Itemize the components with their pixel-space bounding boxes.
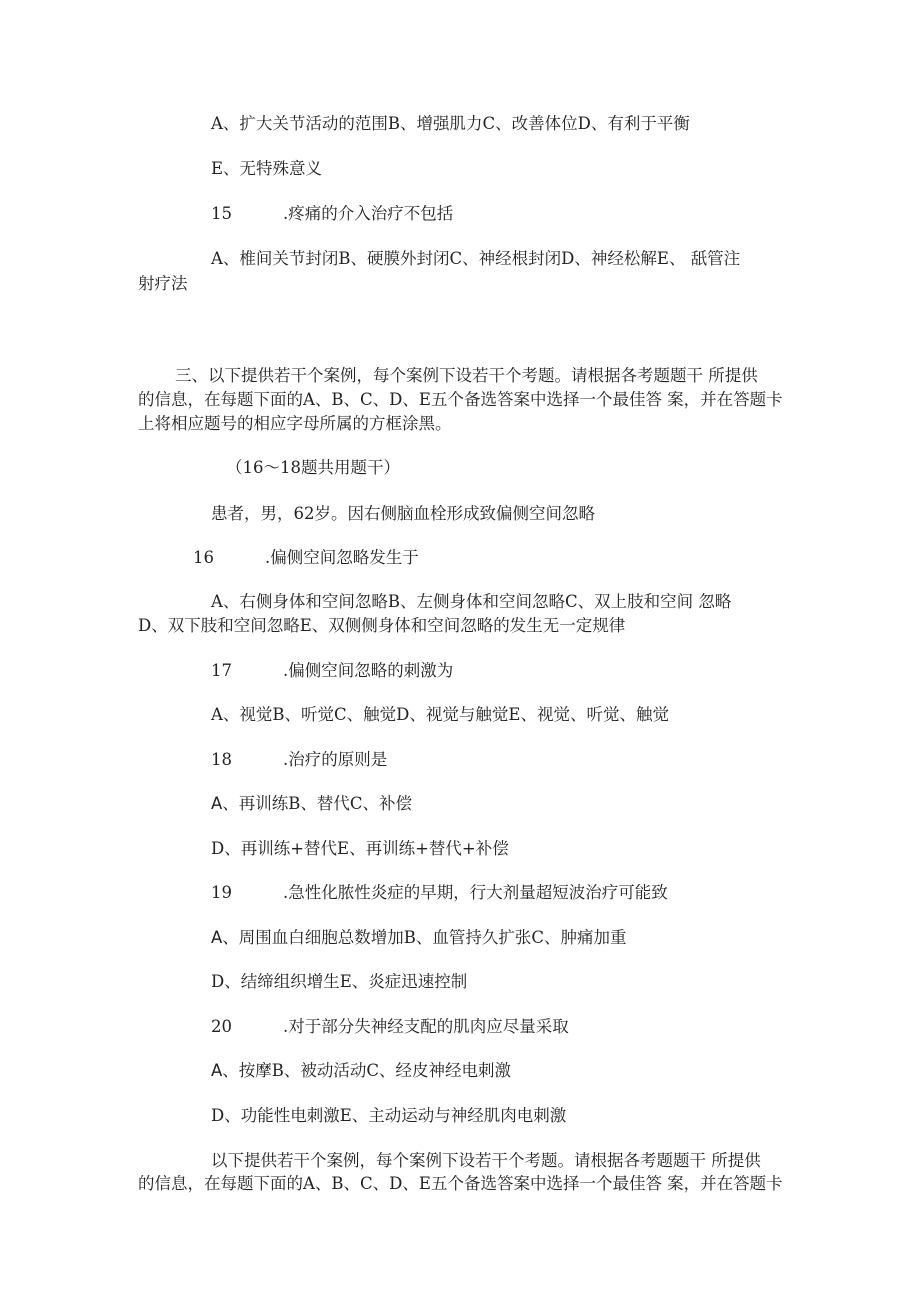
question-16-number: 16 xyxy=(193,548,214,567)
question-16 xyxy=(193,547,419,569)
q18-options-line-1-text: 、再训练B、替代C、补偿 xyxy=(222,794,413,813)
question-18-number: 18 xyxy=(211,750,232,769)
q20-option-a-letter: A xyxy=(211,1061,223,1080)
case-description: 患者，男，62岁。因右侧脑血栓形成致偏侧空间忽略 xyxy=(211,504,595,523)
trailing-instructions-line-1: 以下提供若干个案例，每个案例下设若干个考题。请根据各考题题干 所提供 xyxy=(211,1151,761,1170)
q18-options-line-1 xyxy=(211,793,412,815)
question-17-stem: .偏侧空间忽略的刺激为 xyxy=(283,661,454,680)
q15-options-line-2: 射疗法 xyxy=(138,274,188,293)
question-15 xyxy=(211,203,453,225)
question-19-stem: .急性化脓性炎症的早期，行大剂量超短波治疗可能致 xyxy=(283,883,668,902)
trailing-instructions-line-2: 的信息，在每题下面的A、B、C、D、E五个备选答案中选择一个最佳答 案，并在答题卡 xyxy=(138,1174,783,1193)
question-15-stem: .疼痛的介入治疗不包括 xyxy=(283,204,454,223)
question-20-stem: .对于部分失神经支配的肌肉应尽量采取 xyxy=(283,1017,569,1036)
q19-options-line-1 xyxy=(211,927,627,949)
q15-options-line-1: A、椎间关节封闭B、硬膜外封闭C、神经根封闭D、神经松解E、 舐管注 xyxy=(211,249,741,268)
q20-options-line-1-text: 、按摩B、被动活动C、经皮神经电刺激 xyxy=(222,1061,512,1080)
section-3-instructions-line-2: 的信息，在每题下面的A、B、C、D、E五个备选答案中选择一个最佳答 案，并在答题卡 xyxy=(138,390,783,409)
section-3-instructions-line-1: 三、以下提供若干个案例，每个案例下设若干个考题。请根据各考题题干 所提供 xyxy=(175,366,758,385)
q16-options-line-1: A、右侧身体和空间忽略B、左侧身体和空间忽略C、双上肢和空间 忽略 xyxy=(211,592,732,611)
q19-options-line-2: D、结缔组织增生E、炎症迅速控制 xyxy=(211,972,468,991)
q19-option-a-letter: A xyxy=(211,928,223,947)
question-19-number: 19 xyxy=(211,883,232,902)
q14-options-line-2: E、无特殊意义 xyxy=(211,159,323,178)
q16-options-line-2: D、双下肢和空间忽略E、双侧侧身体和空间忽略的发生无一定规律 xyxy=(138,616,626,635)
q20-options-line-2: D、功能性电刺激E、主动运动与神经肌肉电刺激 xyxy=(211,1106,567,1125)
question-17 xyxy=(211,660,453,682)
section-3-instructions-line-3: 上将相应题号的相应字母所属的方框涂黑。 xyxy=(138,414,452,433)
question-15-number: 15 xyxy=(211,204,232,223)
q18-options-line-2: D、再训练+替代E、再训练+替代+补偿 xyxy=(211,839,509,858)
question-19 xyxy=(211,882,668,904)
shared-stem-label: （16～18题共用题干） xyxy=(226,458,400,477)
question-16-stem: .偏侧空间忽略发生于 xyxy=(265,548,419,567)
q20-options-line-1 xyxy=(211,1060,511,1082)
q14-options-line-1: A、扩大关节活动的范围B、增强肌力C、改善体位D、有利于平衡 xyxy=(211,114,690,133)
question-18-stem: .治疗的原则是 xyxy=(283,750,388,769)
q18-option-a-letter: A xyxy=(211,794,223,813)
q19-options-line-1-text: 、周围血白细胞总数增加B、血管持久扩张C、肿痛加重 xyxy=(222,928,627,947)
question-18 xyxy=(211,749,387,771)
question-20-number: 20 xyxy=(211,1017,232,1036)
q17-options: A、视觉B、听觉C、触觉D、视觉与触觉E、视觉、听觉、触觉 xyxy=(211,705,669,724)
question-17-number: 17 xyxy=(211,661,232,680)
question-20 xyxy=(211,1016,569,1038)
